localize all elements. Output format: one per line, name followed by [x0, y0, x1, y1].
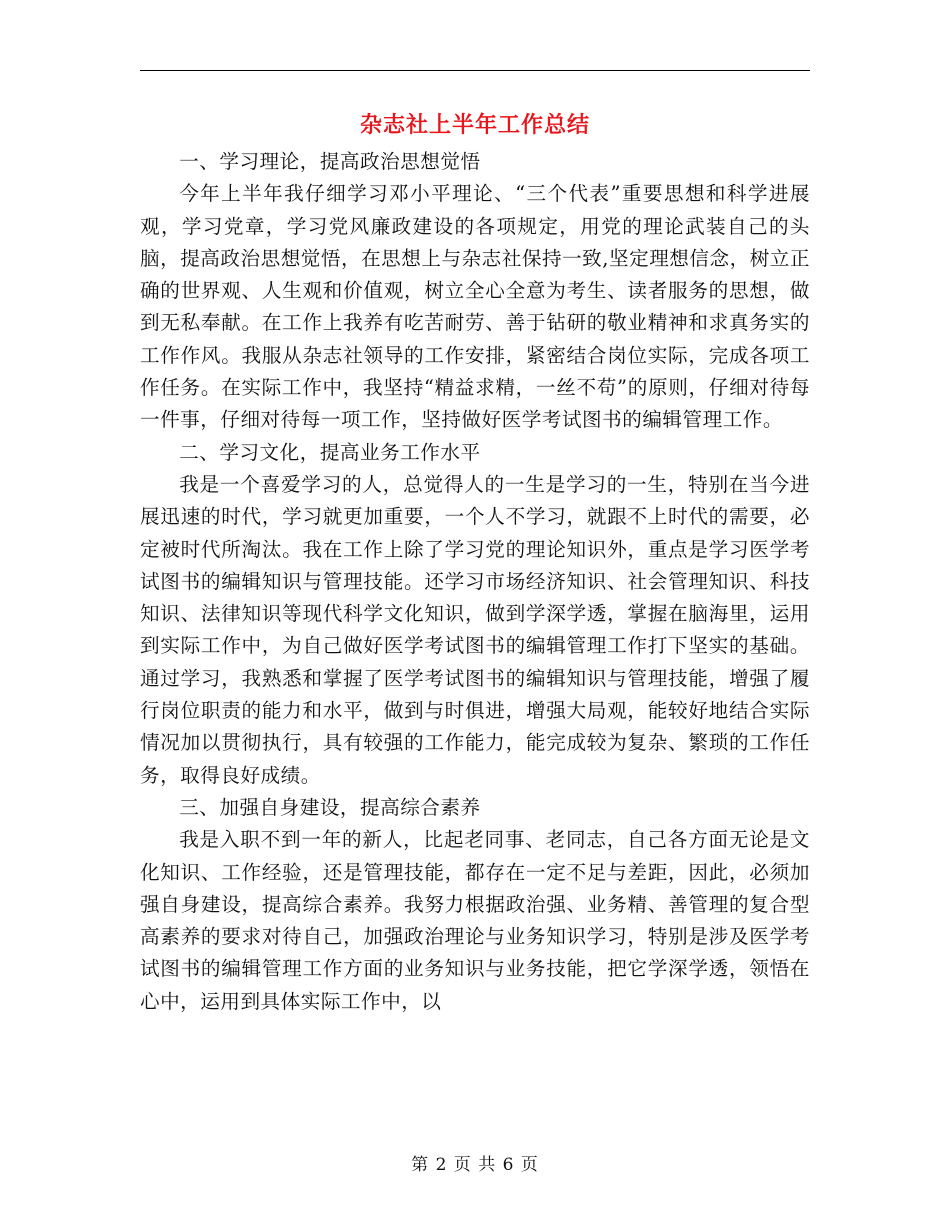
body-paragraph-3: 我是入职不到一年的新人，比起老同事、老同志，自己各方面无论是文化知识、工作经验，还是管理技能，都存在一定不足与差距，因此，必须加强自身建设，提高综合素养。我努力根据政治强、业务精、善管理的复合型高素养的要求对待自己，加强政治理论与业务知识学习，特别是涉及医学考试图书的编辑管理工作方面的业务知识与业务技能，把它学深学透，领悟在心中，运用到具体实际工作中，以	[140, 828, 810, 1013]
section-heading-3: 三、加强自身建设，提高综合素养	[179, 795, 481, 819]
body-paragraph-2: 我是一个喜爱学习的人，总觉得人的一生是学习的一生，特别在当今进展迅速的时代，学习就更加重要，一个人不学习，就跟不上时代的需要，必定被时代所淘汰。我在工作上除了学习党的理论知识外，重点是学习医学考试图书的编辑知识与管理技能。还学习市场经济知识、社会管理知识、科技知识、法律知识等现代科学文化知识，做到学深学透，掌握在脑海里，运用到实际工作中，为自己做好医学考试图书的编辑管理工作打下坚实的基础。通过学习，我熟悉和掌握了医学考试图书的编辑知识与管理技能，增强了履行岗位职责的能力和水平，做到与时俱进，增强大局观，能较好地结合实际情况加以贯彻执行，具有较强的工作能力，能完成较为复杂、繁琐的工作任务，取得良好成绩。	[140, 472, 810, 787]
section-heading-2: 二、学习文化，提高业务工作水平	[179, 440, 481, 464]
body-paragraph-1: 今年上半年我仔细学习邓小平理论、“三个代表”重要思想和科学进展观，学习党章，学习党风廉政建设的各项规定，用党的理论武装自己的头脑，提高政治思想觉悟，在思想上与杂志社保持一致,坚定理想信念，树立正确的世界观、人生观和价值观，树立全心全意为考生、读者服务的思想，做到无私奉献。在工作上我养有吃苦耐劳、善于钻研的敬业精神和求真务实的工作作风。我服从杂志社领导的工作安排，紧密结合岗位实际，完成各项工作任务。在实际工作中，我坚持“精益求精，一丝不苟”的原则，仔细对待每一件事，仔细对待每一项工作，坚持做好医学考试图书的编辑管理工作。	[140, 182, 810, 432]
page-number-footer: 第 2 页 共 6 页	[411, 1155, 539, 1175]
document-body	[140, 146, 810, 1018]
document-title: 杂志社上半年工作总结	[359, 112, 590, 138]
header-rule	[140, 70, 810, 71]
section-heading-1: 一、学习理论，提高政治思想觉悟	[179, 150, 481, 173]
